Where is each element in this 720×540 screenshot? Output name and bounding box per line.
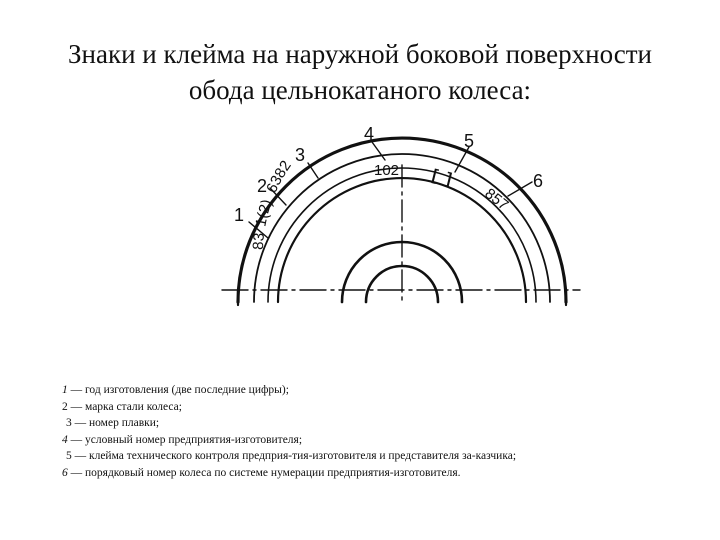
callout-2: 2 [257,176,268,196]
legend-text: — клейма технического контроля предприя-тия-изготовителя и представителя за-казчика; [74,450,517,463]
title-line-1: Знаки и клейма на наружной боковой поверхности [68,39,652,69]
legend-number: 1 [62,384,68,396]
leader-6 [508,182,532,196]
rim-stamp-year-grade-heat [250,158,295,251]
legend-text: — порядковый номер колеса по системе нумерации предприятия-изготовителя. [70,466,461,479]
legend-number: 2 [62,400,68,413]
legend-number: 5 [66,450,72,463]
rim-mark-steel-grade: 1(2) [252,197,276,229]
legend-number: 6 [62,466,68,479]
legend-text: — номер плавки; [74,417,160,430]
callout-1: 1 [234,205,245,225]
legend-item-1 [62,382,702,399]
rim-mark-manufacturer: 102 [374,162,400,179]
legend-item-6 [62,465,702,482]
legend-item-2 [62,399,702,416]
legend [62,382,702,482]
legend-item-3 [62,415,702,432]
legend-item-5 [62,448,702,465]
legend-number: 4 [62,433,68,446]
rim-mark-year: 83 [249,232,269,251]
callout-3: 3 [295,145,306,165]
callout-6: 6 [533,171,544,191]
legend-number: 3 [66,417,72,430]
legend-text: — марка стали колеса; [70,400,182,413]
rim-mark-inspection-stamp: [ ] [430,166,454,189]
rim-mark-wheel-number: 857 [481,185,512,214]
legend-text: — условный номер предприятия-изготовителя; [70,433,303,446]
legend-item-4 [62,432,702,449]
legend-text: — год изготовления (две последние цифры); [70,384,289,396]
callout-4: 4 [364,124,375,144]
rim-mark-heat-number: 6382 [263,157,295,196]
title-line-2: обода цельнокатаного колеса: [188,75,532,105]
callout-5: 5 [464,131,475,151]
